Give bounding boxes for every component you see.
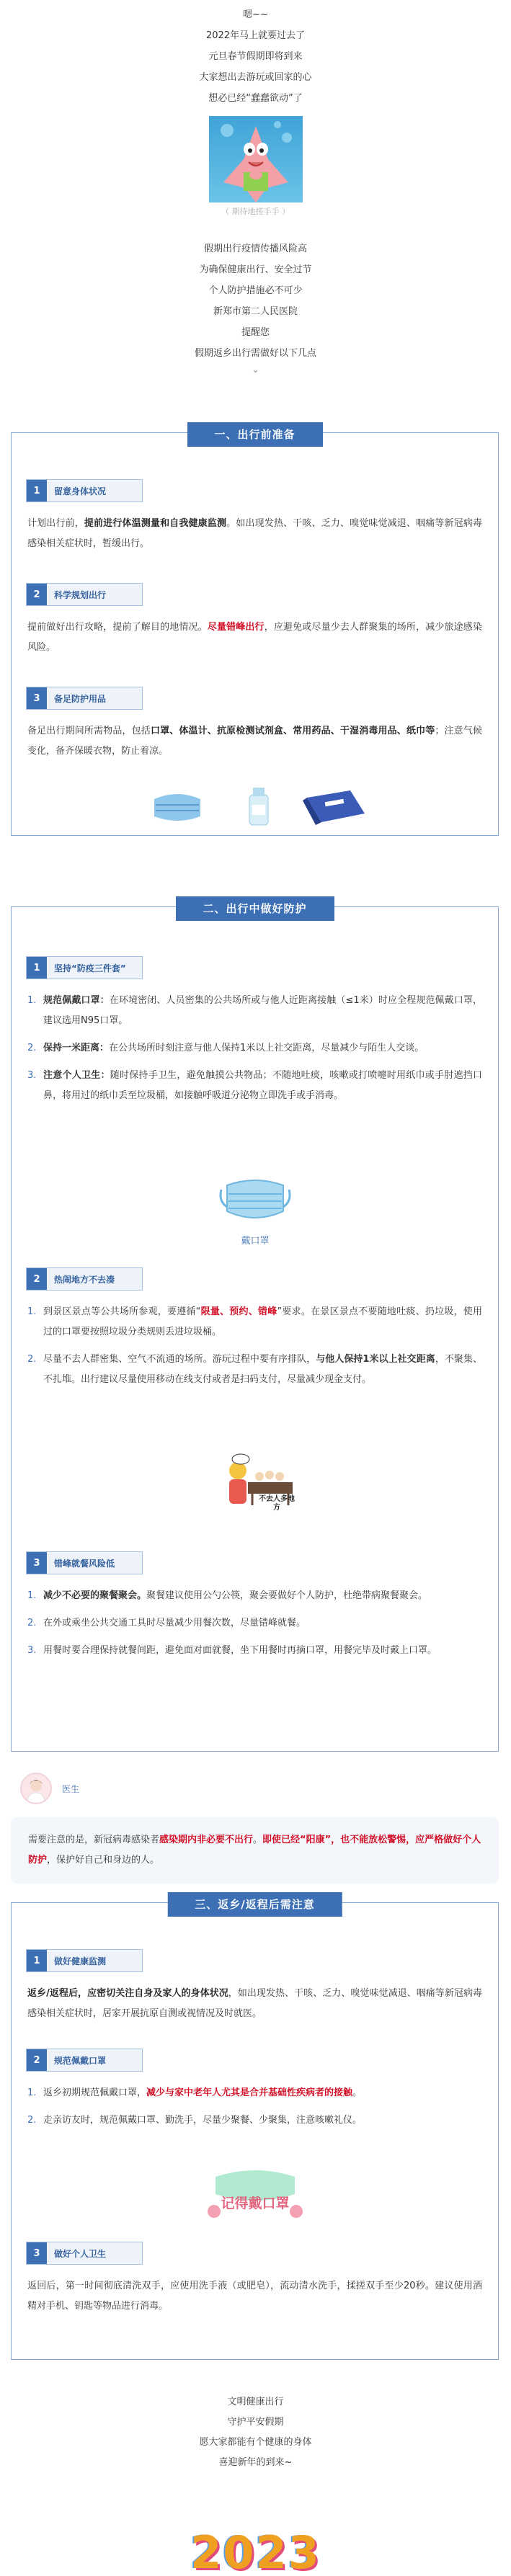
- list-index: 2.: [27, 1354, 37, 1365]
- subsection-number: 1: [27, 480, 47, 502]
- paragraph: 返回后，第一时间彻底清洗双手，应使用洗手液（或肥皂），流动清水洗手，揉搓双手至少20秒。建议使用酒精对手机、钥匙等物品进行消毒。: [27, 2281, 482, 2312]
- subsection-number: 1: [27, 957, 47, 979]
- bold-text: 口罩、体温计、抗原检测试剂盒、常用药品、干湿消毒用品、纸巾等: [150, 726, 435, 736]
- list-index: 2.: [27, 2115, 37, 2126]
- intro-line: 大家想出去游玩或回家的心: [199, 72, 312, 83]
- outro-line: 愿大家都能有个健康的身体: [199, 2437, 312, 2448]
- subsection-label: 坚持“防疫三件套”: [47, 957, 142, 979]
- list-item: [27, 1038, 482, 1059]
- list-index: 3.: [27, 1070, 37, 1081]
- intro-line: 想必已经“蠢蠢欲动”了: [208, 93, 303, 104]
- subsection-label: 备足防护用品: [47, 687, 142, 709]
- bold-text: 提前进行体温测量和自我健康监测: [84, 518, 227, 529]
- section-header: 二、出行中做好防护: [175, 896, 334, 921]
- list-item: [27, 1066, 482, 1106]
- subsection-title: [26, 2049, 143, 2072]
- doctor-icon: [22, 1774, 50, 1803]
- subsection-label: 错峰就餐风险低: [47, 1552, 142, 1574]
- text: 在公共场所时刻注意与他人保持1米以上社交距离，尽量减少与陌生人交谈。: [109, 1043, 425, 1053]
- intro-line: 元旦春节假期即将到来: [208, 51, 303, 62]
- text: 随时保持手卫生，避免触摸公共物品；不随地吐痰，咳嗽或打喷嚏时用纸巾或手肘遮挡口鼻，将用过的纸巾丢至垃圾桶，如接触呼吸道分泌物立即洗手或手消毒。: [43, 1070, 482, 1101]
- text: 。如出现发热、干咳、乏力、嗅觉味觉减退、咽痛等新冠病毒感染相关症状时，暂缓出行。: [27, 518, 482, 549]
- crowd-image-label: 不去人多地方: [259, 1495, 295, 1512]
- remember-mask-image: [201, 2161, 309, 2226]
- subsection-label: 做好个人卫生: [47, 2242, 142, 2264]
- subsection-number: 1: [27, 1950, 47, 1971]
- bold-text: 保持一米距离：: [43, 1043, 110, 1053]
- image-caption: （ 期待地搓手手 ）: [221, 207, 290, 216]
- list-index: 1.: [27, 1590, 37, 1601]
- section-after-return: [11, 1898, 499, 2360]
- section-header: 三、返乡/返程后需注意: [167, 1892, 342, 1917]
- text: ；注意气候变化，备齐保暖衣物，防止着凉。: [27, 726, 482, 757]
- highlight-text: 减少与家中老年人尤其是合并基础性疾病者的接触: [146, 2087, 353, 2098]
- bold-text: 返乡/返程后，应密切关注自身及家人的身体状况: [27, 1988, 228, 1999]
- year-2023-graphic: [0, 2522, 511, 2576]
- subsection-title: [26, 687, 143, 710]
- subsection-title: [26, 1551, 143, 1574]
- paragraph: [27, 721, 482, 762]
- paragraph: [27, 514, 482, 554]
- subsection-number: 2: [27, 1268, 47, 1290]
- bold-text: 注意个人卫生：: [43, 1070, 110, 1081]
- list: [27, 1586, 482, 1661]
- intro-line: 为确保健康出行、安全过节: [199, 264, 312, 275]
- bold-text: 规范佩戴口罩：: [43, 995, 110, 1006]
- remember-mask-label: 记得戴口罩: [221, 2196, 290, 2211]
- list-item: [27, 991, 482, 1031]
- text: ，应避免或尽量少去人群聚集的场所，减少旅途感染风险。: [27, 622, 482, 653]
- subsection-title: [26, 1949, 143, 1972]
- list-item: [27, 1302, 482, 1342]
- section-pre-travel: [11, 428, 499, 836]
- highlight-text: 感染期内非必要不出行: [159, 1835, 254, 1845]
- list-item: [27, 1586, 482, 1606]
- outro: [0, 2392, 511, 2473]
- doctor-name: 医生: [62, 1783, 80, 1794]
- subsection-label: 热闹地方不去凑: [47, 1268, 142, 1290]
- text: 返乡初期规范佩戴口罩，: [43, 2087, 147, 2098]
- subsection-number: 2: [27, 2049, 47, 2071]
- subsection-number: 3: [27, 2242, 47, 2264]
- text: 备足出行期间所需物品，包括: [27, 726, 151, 736]
- text: ，不聚集、不扎堆。出行建议尽量使用移动在线支付或者是扫码支付，尽量减少现金支付。: [43, 1354, 482, 1385]
- text: 在环境密闭、人员密集的公共场所或与他人近距离接触（≤1米）时应全程规范佩戴口罩，建议选用N95口罩。: [43, 995, 482, 1026]
- section-during-travel: [11, 902, 499, 1752]
- mask-image: [215, 1175, 295, 1247]
- intro-line: 假期返乡出行需做好以下几点: [194, 348, 316, 359]
- list: [27, 1302, 482, 1390]
- text: 用餐时要合理保持就餐间距，避免面对面就餐，坐下用餐时再摘口罩，用餐完毕及时戴上口罩。: [43, 1645, 437, 1656]
- subsection-title: [26, 583, 143, 606]
- intro-line: 提醒您: [241, 327, 270, 338]
- intro-line: 2022年马上就要过去了: [205, 30, 306, 41]
- doctor-tip: [11, 1817, 499, 1884]
- supplies-illustration: [148, 785, 372, 829]
- subsection-label: 规范佩戴口罩: [47, 2049, 142, 2071]
- list: [27, 991, 482, 1106]
- text: 。: [253, 1835, 263, 1845]
- text: ”要求。在景区景点不要随地吐痰、扔垃圾，使用过的口罩要按照垃圾分类规则丢进垃圾桶。: [43, 1306, 482, 1337]
- subsection-number: 3: [27, 687, 47, 709]
- mask-icon: [215, 1175, 295, 1227]
- intro-line: 假期出行疫情传播风险高: [203, 244, 307, 254]
- paragraph: [27, 618, 482, 658]
- subsection-number: 3: [27, 1552, 47, 1574]
- list-index: 1.: [27, 2087, 37, 2098]
- subsection-title: [26, 1267, 143, 1291]
- text: ，保护好自己和身边的人。: [47, 1855, 160, 1866]
- doctor-avatar: [20, 1773, 52, 1804]
- mask-image-label: 戴口罩: [241, 1236, 270, 1247]
- text: 计划出行前，: [27, 518, 84, 529]
- paragraph: [27, 1984, 482, 2024]
- intro-text: [0, 4, 511, 109]
- highlight-text: 尽量错峰出行: [207, 622, 265, 633]
- outro-line: 喜迎新年的到来~: [218, 2457, 293, 2468]
- list-index: 2.: [27, 1043, 37, 1053]
- text: 到景区景点等公共场所参观，要遵循“: [43, 1306, 201, 1317]
- list: [27, 2083, 482, 2131]
- list-index: 2.: [27, 1618, 37, 1628]
- list-item: [27, 2111, 482, 2131]
- text: 提前做好出行攻略，提前了解目的地情况。: [27, 622, 208, 633]
- intro: [0, 4, 511, 375]
- intro-text-2: [0, 239, 511, 364]
- highlight-text: 即使已经“阳康”，也不能放松警惕，应严格做好个人防护: [28, 1835, 481, 1866]
- text: 聚餐建议使用公勺公筷，聚会要做好个人防护，杜绝带病聚餐聚会。: [146, 1590, 428, 1601]
- subsection-label: 留意身体状况: [47, 480, 142, 502]
- patrick-illustration: [209, 116, 303, 202]
- list-index: 3.: [27, 1645, 37, 1656]
- highlight-text: 限量、预约、错峰: [200, 1306, 277, 1317]
- text: ，如出现发热、干咳、乏力、嗅觉味觉减退、咽痛等新冠病毒感染相关症状时，居家开展抗原自测或视情况及时就医。: [27, 1988, 482, 2019]
- chevron-down-icon: ⌄: [251, 364, 260, 375]
- text: 走亲访友时，规范佩戴口罩、勤洗手，尽量少聚餐、少聚集，注意咳嗽礼仪。: [43, 2115, 363, 2126]
- bold-text: 减少不必要的聚餐聚会。: [43, 1590, 147, 1601]
- subsection-number: 2: [27, 584, 47, 605]
- section-header: 一、出行前准备: [187, 422, 322, 447]
- subsection-label: 做好健康监测: [47, 1950, 142, 1971]
- crowd-image: [219, 1453, 298, 1525]
- supplies-image: [148, 785, 372, 829]
- year-2023-text: 2023: [190, 2526, 321, 2576]
- subsection-label: 科学规划出行: [47, 584, 142, 605]
- subsection-title: [26, 479, 143, 502]
- list-item: [27, 1641, 482, 1661]
- text: 尽量不去人群密集、空气不流通的场所。游玩过程中要有序排队，: [43, 1354, 316, 1365]
- intro-line: 个人防护措施必不可少: [208, 285, 303, 296]
- text: 。: [352, 2087, 363, 2098]
- doctor-row: [20, 1773, 79, 1804]
- subsection-title: [26, 2242, 143, 2265]
- outro-line: 守护平安假期: [227, 2417, 284, 2428]
- list-item: [27, 1350, 482, 1390]
- text: 在外或乘坐公共交通工具时尽量减少用餐次数，尽量错峰就餐。: [43, 1618, 306, 1628]
- subsection-title: [26, 956, 143, 979]
- outro-line: 文明健康出行: [227, 2397, 284, 2407]
- intro-line: 新郑市第二人民医院: [213, 306, 298, 317]
- list-item: [27, 1613, 482, 1634]
- list-item: [27, 2083, 482, 2103]
- text: 需要注意的是，新冠病毒感染者: [28, 1835, 160, 1845]
- intro-top-line: 嗯~~: [243, 9, 268, 20]
- list-index: 1.: [27, 1306, 37, 1317]
- bold-text: 与他人保持1米以上社交距离: [316, 1354, 435, 1365]
- patrick-star-image: [209, 116, 303, 202]
- list-index: 1.: [27, 995, 37, 1006]
